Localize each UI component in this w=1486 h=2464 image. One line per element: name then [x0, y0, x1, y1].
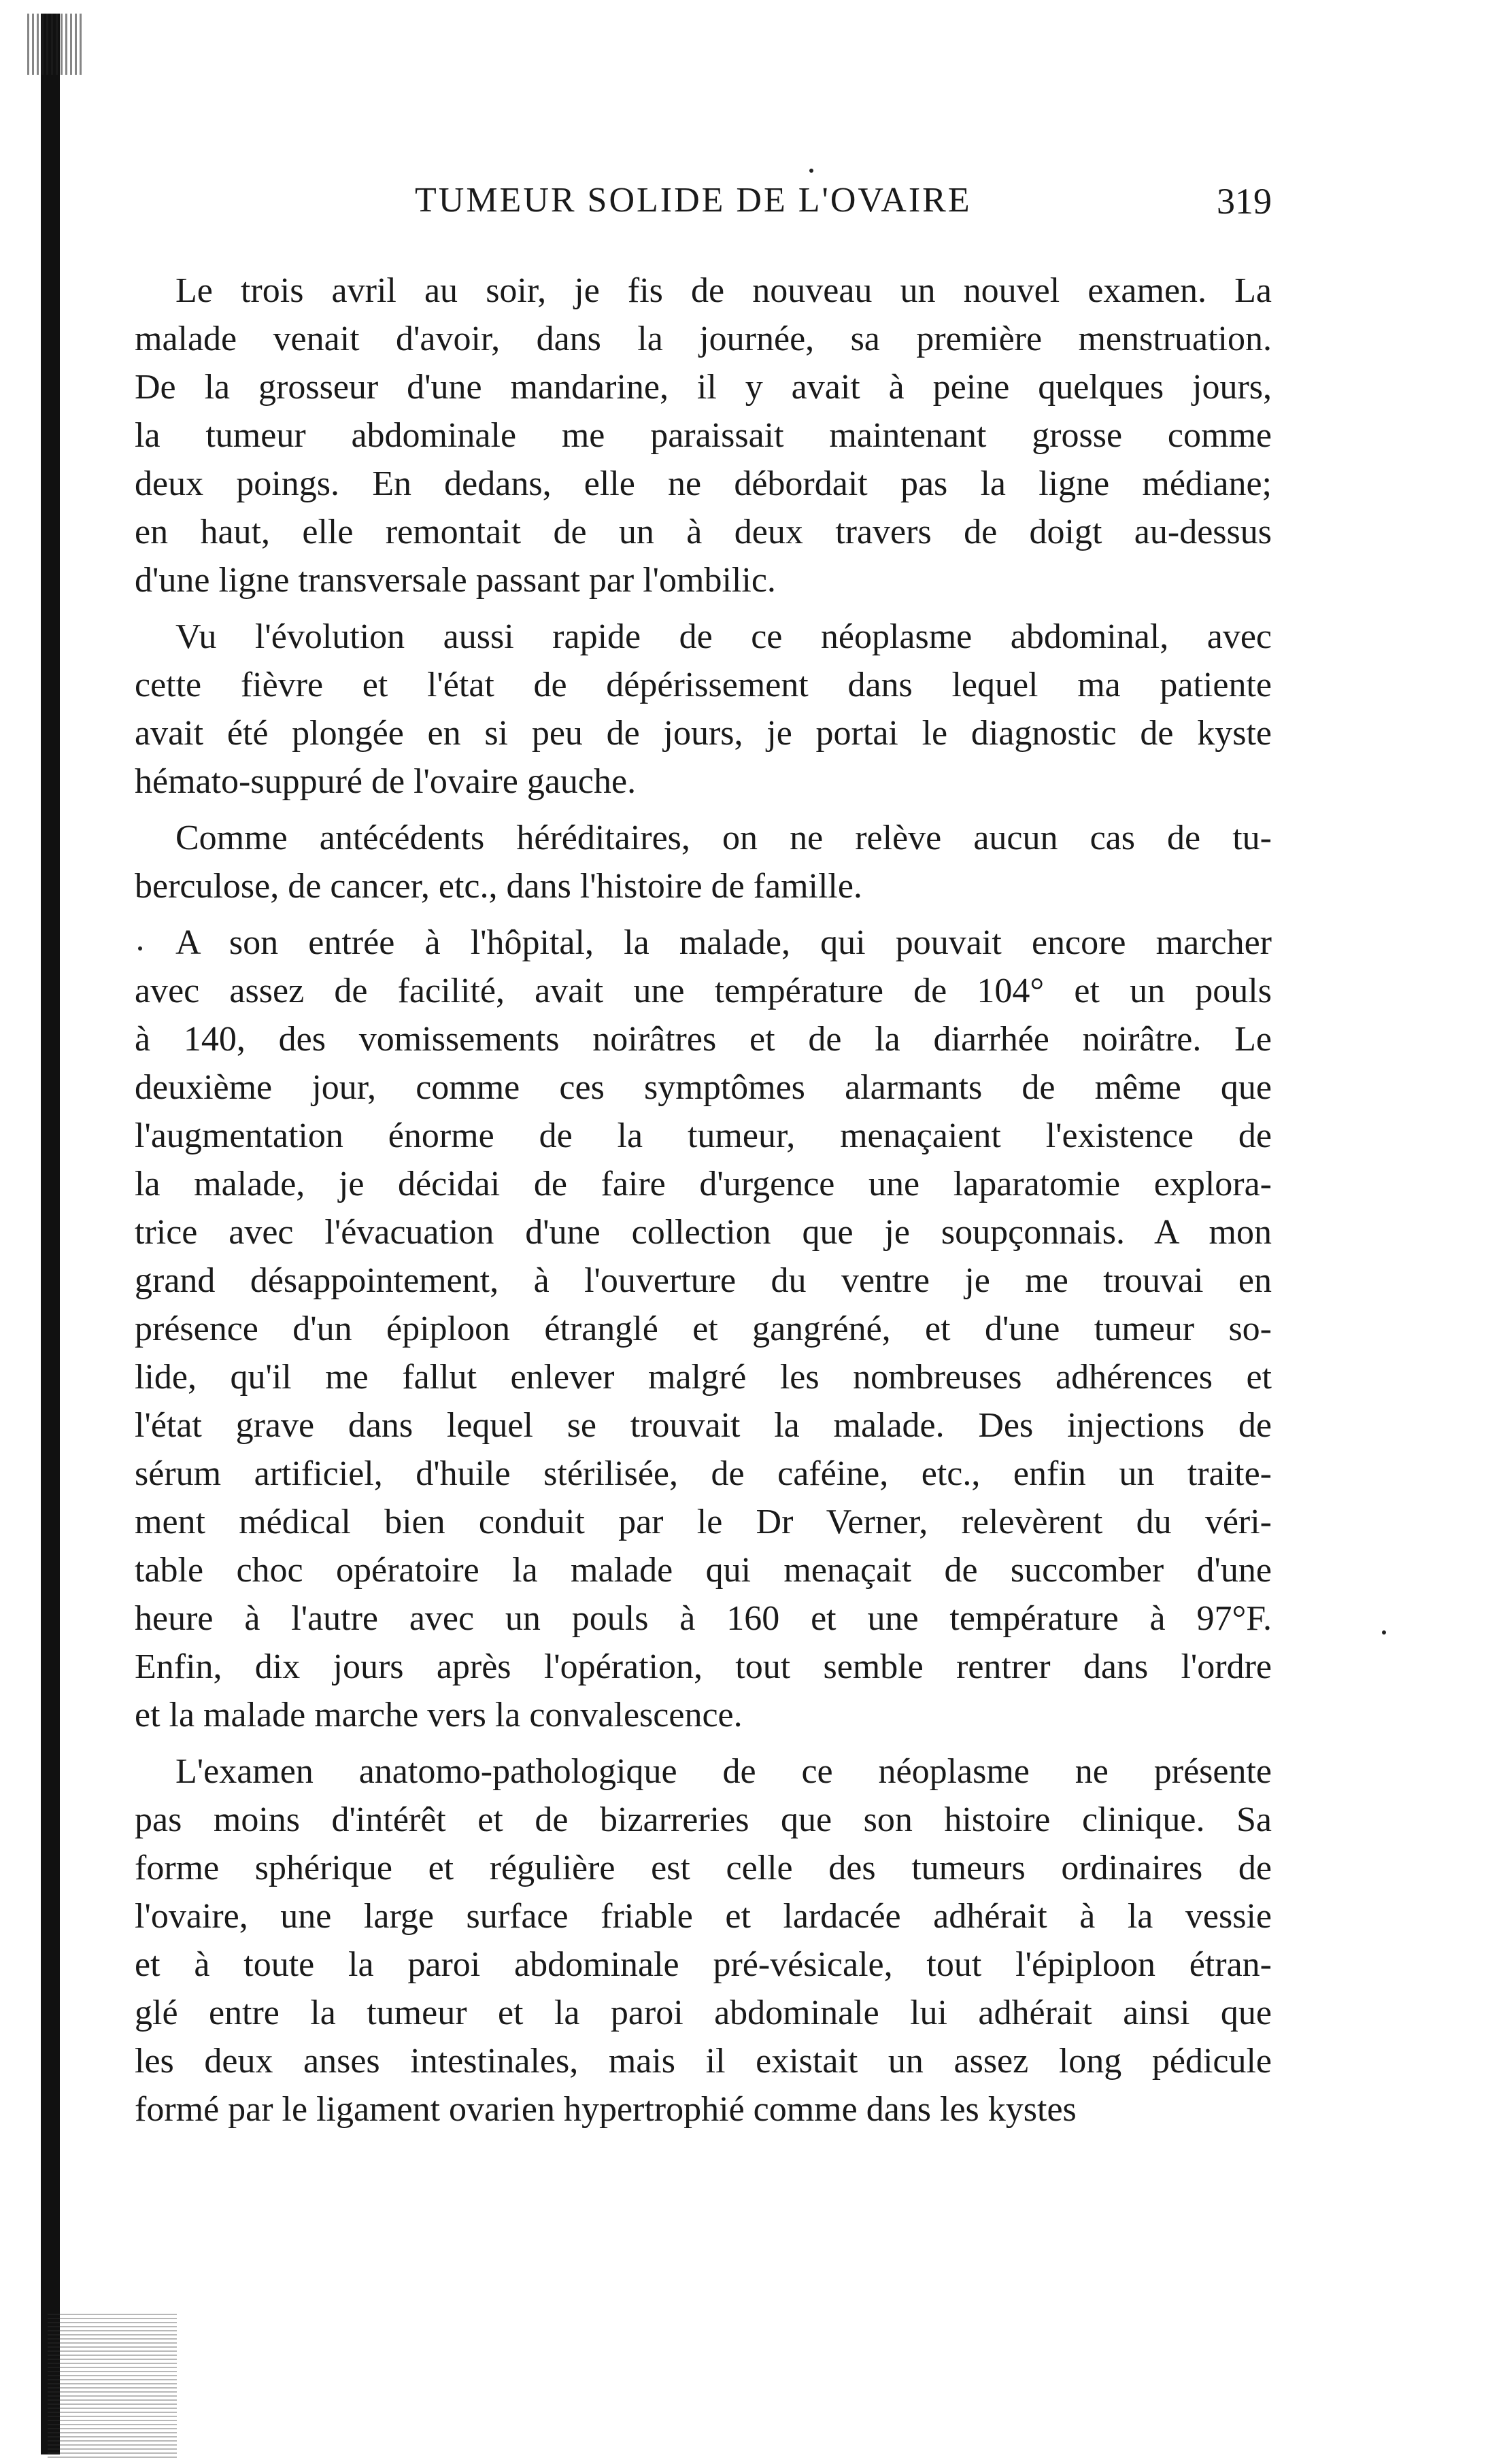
paragraph	[135, 267, 1272, 604]
text-line: Le trois avril au soir, je fis de nouveau un nouvel examen. La	[175, 271, 1272, 310]
text-line: grand désappointement, à l'ouverture du ventre je me trouvai en	[135, 1261, 1272, 1300]
binding-shadow	[41, 14, 60, 2454]
scan-noise	[48, 2312, 177, 2458]
paragraph	[135, 613, 1272, 806]
text-line: forme sphérique et régulière est celle des tumeurs ordinaires de	[135, 1849, 1272, 1887]
text-line: avait été plongée en si peu de jours, je portai le diagnostic de kyste	[135, 714, 1272, 753]
running-head: TUMEUR SOLIDE DE L'OVAIRE	[415, 181, 972, 220]
text-line: De la grosseur d'une mandarine, il y avait à peine quelques jours,	[135, 368, 1272, 407]
text-line: heure à l'autre avec un pouls à 160 et une température à 97°F.	[135, 1599, 1272, 1638]
paragraph	[135, 1747, 1272, 2134]
page-header	[415, 180, 1272, 241]
text-line: table choc opératoire la malade qui menaçait de succomber d'une	[135, 1551, 1272, 1590]
text-line: Vu l'évolution aussi rapide de ce néoplasme abdominal, avec	[175, 617, 1272, 656]
text-line: et la malade marche vers la convalescence.	[135, 1696, 743, 1734]
text-line: Enfin, dix jours après l'opération, tout semble rentrer dans l'ordre	[135, 1647, 1272, 1686]
text-line: les deux anses intestinales, mais il existait un assez long pédicule	[135, 2042, 1272, 2081]
text-line: deux poings. En dedans, elle ne débordait pas la ligne médiane;	[135, 464, 1272, 503]
text-line: trice avec l'évacuation d'une collection que je soupçonnais. A mon	[135, 1213, 1272, 1252]
text-line: l'ovaire, une large surface friable et lardacée adhérait à la vessie	[135, 1897, 1272, 1936]
text-line: la malade, je décidai de faire d'urgence une laparatomie explora-	[135, 1165, 1272, 1203]
scan-noise	[27, 14, 82, 75]
paragraph-gap	[135, 1739, 1272, 1747]
text-line: en haut, elle remontait de un à deux travers de doigt au-dessus	[135, 513, 1272, 551]
text-line: berculose, de cancer, etc., dans l'histoire de famille.	[135, 867, 862, 906]
text-line: ment médical bien conduit par le Dr Verner, relevèrent du véri-	[135, 1503, 1272, 1541]
text-line: la tumeur abdominale me paraissait maintenant grosse comme	[135, 416, 1272, 455]
text-line: sérum artificiel, d'huile stérilisée, de caféine, etc., enfin un traite-	[135, 1454, 1272, 1493]
paragraph	[135, 814, 1272, 910]
text-line: l'augmentation énorme de la tumeur, menaçaient l'existence de	[135, 1116, 1272, 1155]
text-line: lide, qu'il me fallut enlever malgré les nombreuses adhérences et	[135, 1358, 1272, 1397]
text-line: d'une ligne transversale passant par l'ombilic.	[135, 561, 776, 600]
text-line: cette fièvre et l'état de dépérissement dans lequel ma patiente	[135, 666, 1272, 704]
text-line: A son entrée à l'hôpital, la malade, qui pouvait encore marcher	[175, 923, 1272, 962]
text-line: à 140, des vomissements noirâtres et de la diarrhée noirâtre. Le	[135, 1020, 1272, 1059]
paragraph	[135, 919, 1272, 1739]
paragraph-gap	[135, 806, 1272, 814]
scan-speck	[809, 169, 813, 173]
text-line: L'examen anatomo-pathologique de ce néoplasme ne présente	[175, 1752, 1272, 1791]
text-line: l'état grave dans lequel se trouvait la malade. Des injections de	[135, 1406, 1272, 1445]
text-line: présence d'un épiploon étranglé et gangréné, et d'une tumeur so-	[135, 1310, 1272, 1348]
paragraph-gap	[135, 910, 1272, 919]
body-text	[135, 267, 1272, 2134]
text-line: hémato-suppuré de l'ovaire gauche.	[135, 762, 637, 801]
text-line: formé par le ligament ovarien hypertrophié comme dans les kystes	[135, 2090, 1077, 2129]
scan-speck	[1382, 1630, 1386, 1635]
text-line: et à toute la paroi abdominale pré-vésicale, tout l'épiploon étran-	[135, 1945, 1272, 1984]
text-line: glé entre la tumeur et la paroi abdominale lui adhérait ainsi que	[135, 1994, 1272, 2032]
text-line: avec assez de facilité, avait une température de 104° et un pouls	[135, 972, 1272, 1010]
text-line: Comme antécédents héréditaires, on ne relève aucun cas de tu-	[175, 819, 1272, 857]
text-line: malade venait d'avoir, dans la journée, sa première menstruation.	[135, 320, 1272, 358]
paragraph-gap	[135, 604, 1272, 613]
text-line: deuxième jour, comme ces symptômes alarmants de même que	[135, 1068, 1272, 1107]
page-number: 319	[1217, 181, 1272, 222]
text-line: pas moins d'intérêt et de bizarreries que son histoire clinique. Sa	[135, 1800, 1272, 1839]
